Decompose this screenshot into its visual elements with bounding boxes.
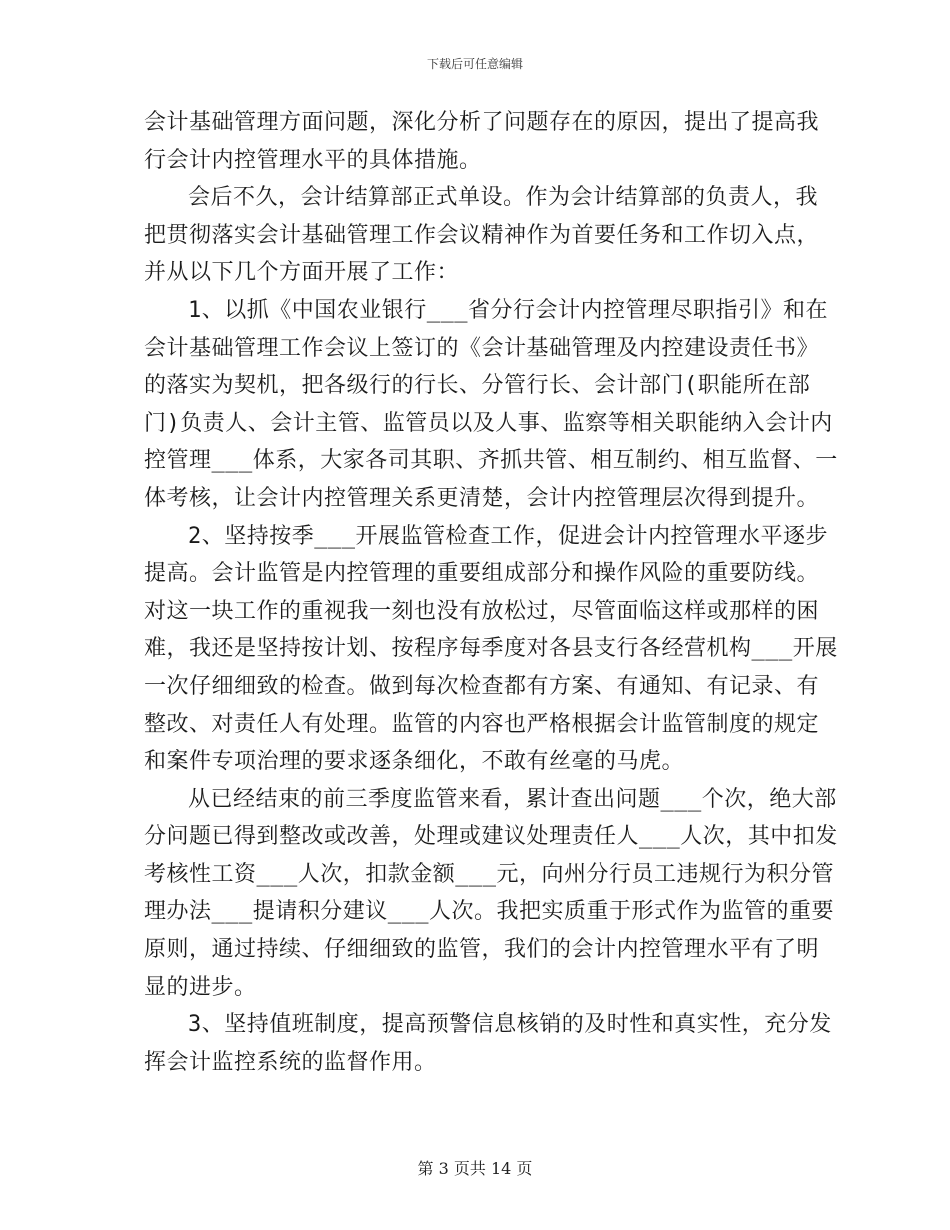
paragraph <box>144 179 820 292</box>
page-header: 下载后可任意编辑 <box>426 57 523 71</box>
paragraph <box>144 518 838 781</box>
document-body <box>144 104 838 1081</box>
text-line: 的落实为契机，把各级行的行长、分管行长、会计部门(职能所在部 <box>144 373 811 399</box>
text-line: 1、以抓《中国农业银行___省分行会计内控管理尽职指引》和在 <box>188 297 828 323</box>
text-line: 对这一块工作的重视我一刻也没有放松过，尽管面临这样或那样的困 <box>144 598 820 624</box>
text-line: 门)负责人、会计主管、监管员以及人事、监察等相关职能纳入会计内 <box>144 410 833 436</box>
text-line: 会后不久，会计结算部正式单设。作为会计结算部的负责人，我 <box>188 185 819 211</box>
text-line: 整改、对责任人有处理。监管的内容也严格根据会计监管制度的规定 <box>144 711 820 737</box>
text-line: 会计基础管理方面问题，深化分析了问题存在的原因，提出了提高我 <box>144 110 820 135</box>
text-line: 考核性工资___人次，扣款金额___元，向州分行员工违规行为积分管 <box>144 861 834 887</box>
text-line: 挥会计监控系统的监督作用。 <box>144 1049 437 1075</box>
text-line: 提高。会计监管是内控管理的重要组成部分和操作风险的重要防线。 <box>144 561 820 587</box>
page-number: 第 3 页共 14 页 <box>417 1159 533 1178</box>
text-line: 控管理___体系，大家各司其职、齐抓共管、相互制约、相互监督、一 <box>144 448 838 474</box>
text-line: 把贯彻落实会计基础管理工作会议精神作为首要任务和工作切入点， <box>144 222 820 248</box>
text-line: 从已经结束的前三季度监管来看，累计查出问题___个次，绝大部 <box>188 786 837 812</box>
text-line: 并从以下几个方面开展了工作： <box>144 260 460 286</box>
text-line: 体考核，让会计内控管理关系更清楚，会计内控管理层次得到提升。 <box>144 485 820 511</box>
text-line: 理办法___提请积分建议___人次。我把实质重于形式作为监管的重要 <box>144 899 834 925</box>
paragraph <box>144 292 838 518</box>
text-line: 2、坚持按季___开展监管检查工作，促进会计内控管理水平逐步 <box>188 523 828 549</box>
text-line: 一次仔细细致的检查。做到每次检查都有方案、有通知、有记录、有 <box>144 673 820 699</box>
text-line: 会计基础管理工作会议上签订的《会计基础管理及内控建设责任书》 <box>144 335 820 361</box>
paragraph <box>144 781 838 1007</box>
text-line: 显的进步。 <box>144 974 257 1000</box>
text-line: 分问题已得到整改或改善，处理或建议处理责任人___人次，其中扣发 <box>144 824 838 850</box>
paragraph <box>144 104 820 179</box>
text-line: 和案件专项治理的要求逐条细化，不敢有丝毫的马虎。 <box>144 749 685 775</box>
text-line: 3、坚持值班制度，提高预警信息核销的及时性和真实性，充分发 <box>188 1012 832 1038</box>
text-line: 难，我还是坚持按计划、按程序每季度对各县支行各经营机构___开展 <box>144 636 838 662</box>
paragraph <box>144 1006 832 1081</box>
text-line: 行会计内控管理水平的具体措施。 <box>144 147 482 173</box>
text-line: 原则，通过持续、仔细细致的监管，我们的会计内控管理水平有了明 <box>144 937 820 963</box>
